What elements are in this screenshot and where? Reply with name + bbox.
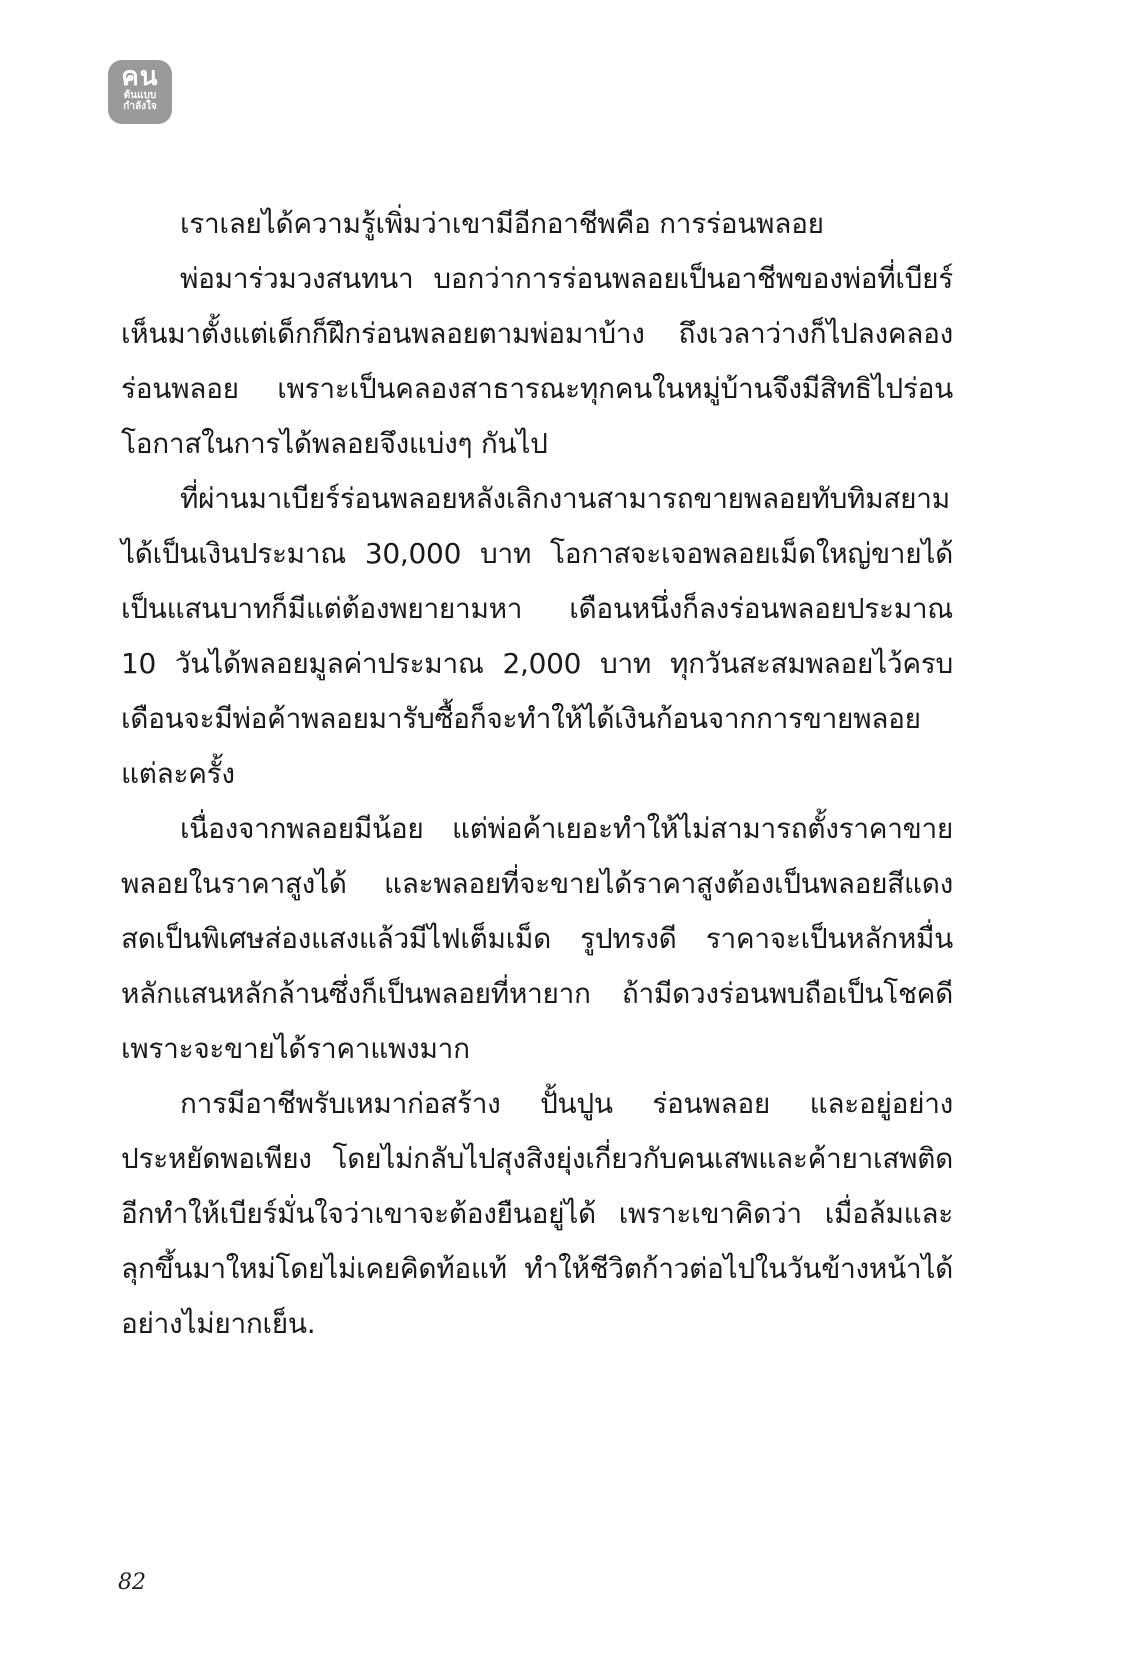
logo-subtitle-line1: ต้นแบบ bbox=[123, 90, 157, 101]
paragraph: การมีอาชีพรับเหมาก่อสร้าง ปั้นปูน ร่อนพลอย และอยู่อย่างประหยัดพอเพียง โดยไม่กลับไปสุงสิงยุ่งเกี่ยวกับคนเสพและค้ายาเสพติดอีกทำให้เบียร์มั่นใจว่าเขาจะต้องยืนอยู่ได้ เพราะเขาคิดว่า เมื่อล้มและลุกขึ้นมาใหม่โดยไม่เคยคิดท้อแท้ ทำให้ชีวิตก้าวต่อไปในวันข้างหน้าได้อย่างไม่ยากเย็น. bbox=[121, 1087, 953, 1340]
paragraph: เนื่องจากพลอยมีน้อย แต่พ่อค้าเยอะทำให้ไม่สามารถตั้งราคาขายพลอยในราคาสูงได้ และพลอยที่จะขายได้ราคาสูงต้องเป็นพลอยสีแดงสดเป็นพิเศษส่องแสงแล้วมีไฟเต็มเม็ด รูปทรงดี ราคาจะเป็นหลักหมื่นหลักแสนหลักล้านซึ่งก็เป็นพลอยที่หายาก ถ้ามีดวงร่อนพบถือเป็นโชคดีเพราะจะขายได้ราคาแพงมาก bbox=[121, 812, 953, 1065]
paragraph: เราเลยได้ความรู้เพิ่มว่าเขามีอีกอาชีพคือ การร่อนพลอย bbox=[180, 207, 824, 240]
book-logo-badge bbox=[108, 60, 172, 124]
paragraph: พ่อมาร่วมวงสนทนา บอกว่าการร่อนพลอยเป็นอาชีพของพ่อที่เบียร์เห็นมาตั้งแต่เด็กก็ฝึกร่อนพลอยตามพ่อมาบ้าง ถึงเวลาว่างก็ไปลงคลองร่อนพลอย เพราะเป็นคลองสาธารณะทุกคนในหมู่บ้านจึงมีสิทธิไปร่อนโอกาสในการได้พลอยจึงแบ่งๆ กันไป bbox=[121, 262, 953, 460]
page-number: 82 bbox=[118, 1570, 146, 1595]
paragraph: ที่ผ่านมาเบียร์ร่อนพลอยหลังเลิกงานสามารถขายพลอยทับทิมสยามได้เป็นเงินประมาณ 30,000 บาท โอกาสจะเจอพลอยเม็ดใหญ่ขายได้เป็นแสนบาทก็มีแต่ต้องพยายามหา เดือนหนึ่งก็ลงร่อนพลอยประมาณ 10 วันได้พลอยมูลค่าประมาณ 2,000 บาท ทุกวันสะสมพลอยไว้ครบเดือนจะมีพ่อค้าพลอยมารับซื้อก็จะทำให้ได้เงินก้อนจากการขายพลอยแต่ละครั้ง bbox=[121, 482, 953, 790]
logo-title: คน bbox=[121, 62, 159, 92]
logo-subtitle-line2: กำลังใจ bbox=[123, 101, 157, 112]
page-body bbox=[121, 196, 953, 1351]
